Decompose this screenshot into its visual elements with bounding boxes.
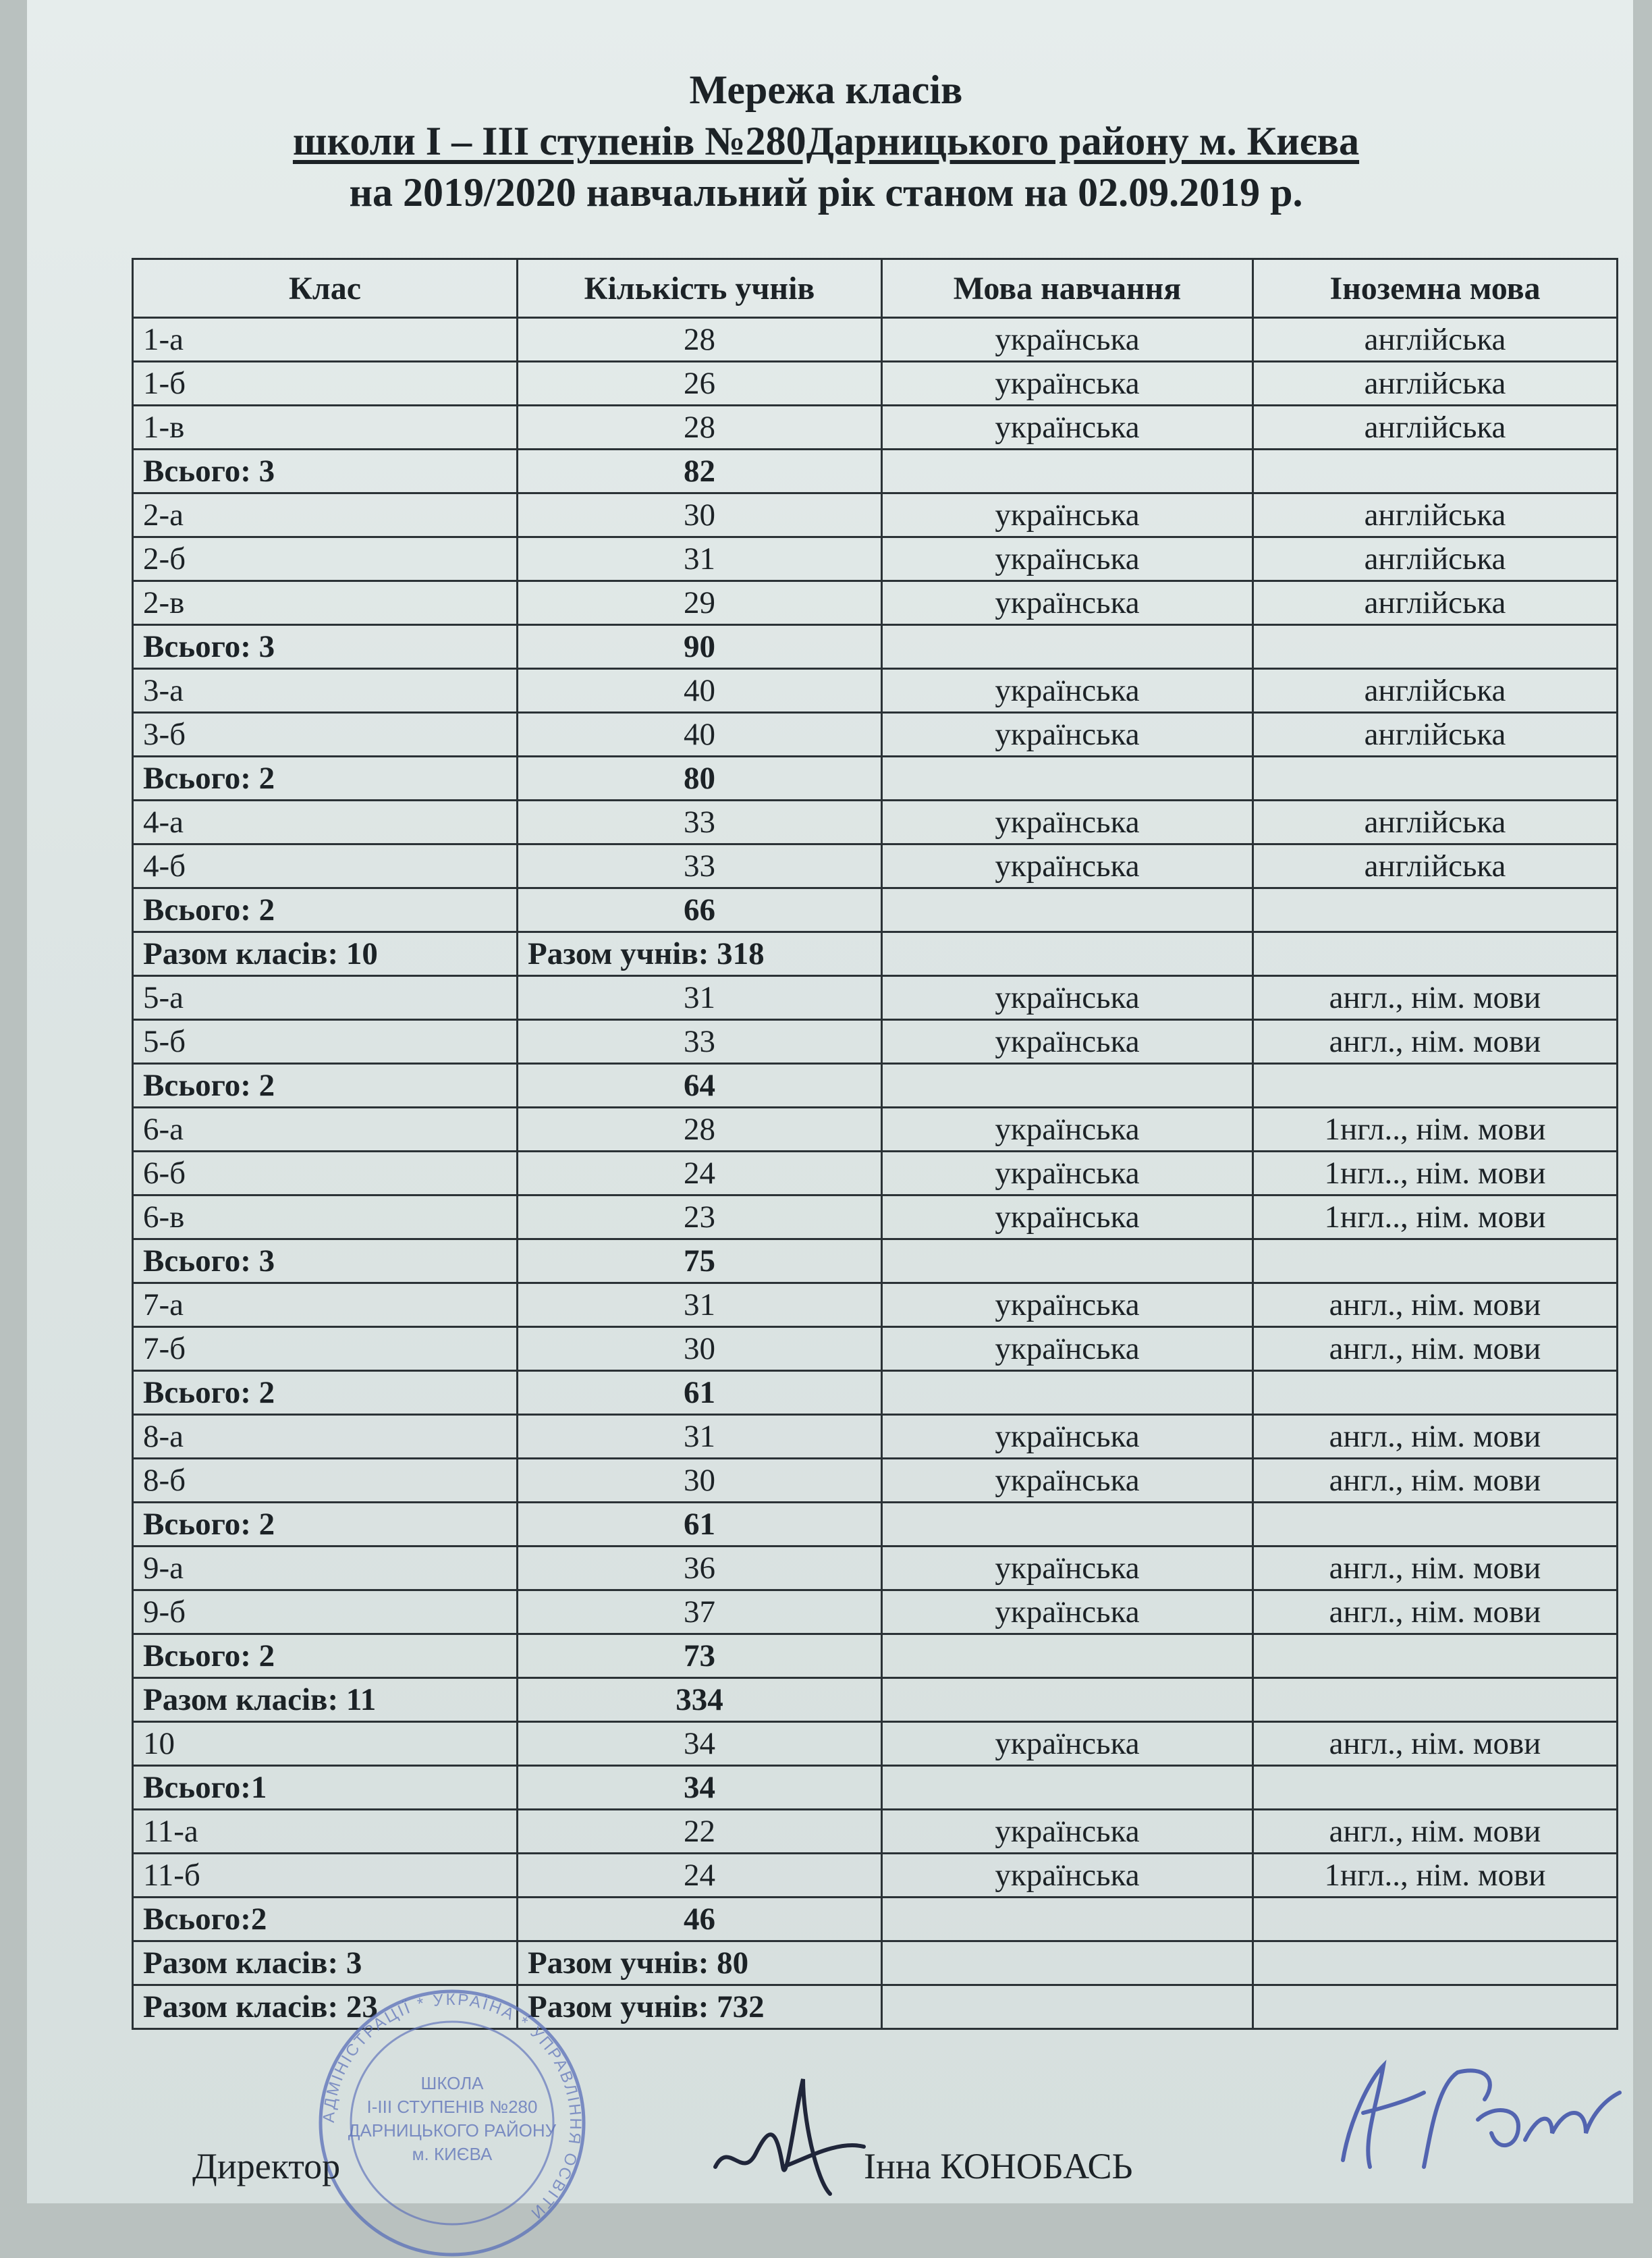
cell-class: 11-а (133, 1810, 518, 1854)
cell-count: 34 (518, 1722, 882, 1766)
cell-count: Разом учнів: 732 (518, 1985, 882, 2029)
cell-count: 22 (518, 1810, 882, 1854)
cell-foreign-language (1253, 932, 1618, 976)
table-total-row (133, 1678, 1618, 1722)
table-total-row (133, 1766, 1618, 1810)
cell-language (882, 625, 1253, 669)
cell-language: українська (882, 801, 1253, 844)
cell-class: Всього:1 (133, 1766, 518, 1810)
cell-class: Разом класів: 3 (133, 1941, 518, 1985)
table-body (133, 318, 1618, 2029)
cell-foreign-language: 1нгл.., нім. мови (1253, 1108, 1618, 1152)
cell-class: 1-б (133, 362, 518, 406)
cell-count: 30 (518, 1327, 882, 1371)
cell-count: 33 (518, 801, 882, 844)
cell-count: 29 (518, 581, 882, 625)
cell-language (882, 1503, 1253, 1547)
cell-count: 33 (518, 1020, 882, 1064)
table-row (133, 1590, 1618, 1634)
cell-count: 33 (518, 844, 882, 888)
cell-count: 73 (518, 1634, 882, 1678)
table-row (133, 537, 1618, 581)
cell-language (882, 1766, 1253, 1810)
cell-class: Разом класів: 23 (133, 1985, 518, 2029)
cell-class: Всього: 2 (133, 757, 518, 801)
cell-class: 8-б (133, 1459, 518, 1503)
cell-class: Всього: 2 (133, 1064, 518, 1108)
cell-language: українська (882, 1415, 1253, 1459)
cell-class: 2-б (133, 537, 518, 581)
cell-class: 2-в (133, 581, 518, 625)
cell-count: 64 (518, 1064, 882, 1108)
cell-count: 75 (518, 1239, 882, 1283)
cell-foreign-language (1253, 1766, 1618, 1810)
cell-count: 24 (518, 1854, 882, 1898)
cell-foreign-language: англійська (1253, 537, 1618, 581)
table-total-row (133, 1634, 1618, 1678)
cell-language: українська (882, 976, 1253, 1020)
cell-count: 28 (518, 406, 882, 450)
table-summary-row (133, 1941, 1618, 1985)
header-foreign-language: Іноземна мова (1253, 259, 1618, 318)
cell-count: 34 (518, 1766, 882, 1810)
cell-count: 26 (518, 362, 882, 406)
title-line-2: школи I – III ступенів №280Дарницького району м. Києва (292, 119, 1360, 163)
cell-language (882, 757, 1253, 801)
cell-foreign-language: англ., нім. мови (1253, 1590, 1618, 1634)
table-row (133, 1722, 1618, 1766)
cell-foreign-language: англ., нім. мови (1253, 1020, 1618, 1064)
cell-foreign-language: англ., нім. мови (1253, 1327, 1618, 1371)
cell-foreign-language: англійська (1253, 362, 1618, 406)
cell-language (882, 932, 1253, 976)
cell-class: 1-а (133, 318, 518, 362)
table-total-row (133, 1503, 1618, 1547)
table-row (133, 976, 1618, 1020)
cell-language (882, 1941, 1253, 1985)
cell-foreign-language: англ., нім. мови (1253, 1415, 1618, 1459)
cell-class: 5-а (133, 976, 518, 1020)
cell-foreign-language: англ., нім. мови (1253, 1283, 1618, 1327)
cell-class: 3-а (133, 669, 518, 713)
cell-language: українська (882, 713, 1253, 757)
stamp-line-1: ШКОЛА (420, 2073, 484, 2093)
cell-class: Всього: 2 (133, 888, 518, 932)
table-row (133, 493, 1618, 537)
cell-count: 37 (518, 1590, 882, 1634)
stamp-line-3: ДАРНИЦЬКОГО РАЙОНУ (348, 2120, 557, 2141)
cell-count: 31 (518, 537, 882, 581)
cell-foreign-language (1253, 1634, 1618, 1678)
table-row (133, 362, 1618, 406)
cell-foreign-language: 1нгл.., нім. мови (1253, 1854, 1618, 1898)
cell-count: Разом учнів: 80 (518, 1941, 882, 1985)
table-total-row (133, 1371, 1618, 1415)
cell-foreign-language (1253, 1941, 1618, 1985)
table-row (133, 581, 1618, 625)
table-total-row (133, 757, 1618, 801)
cell-class: 6-а (133, 1108, 518, 1152)
cell-foreign-language (1253, 450, 1618, 493)
title-line-1: Мережа класів (689, 68, 963, 112)
table-summary-row (133, 932, 1618, 976)
table-row (133, 844, 1618, 888)
cell-language: українська (882, 1854, 1253, 1898)
cell-class: 7-а (133, 1283, 518, 1327)
cell-class: 5-б (133, 1020, 518, 1064)
cell-foreign-language: англ., нім. мови (1253, 1810, 1618, 1854)
cell-foreign-language: англ., нім. мови (1253, 1722, 1618, 1766)
cell-language: українська (882, 844, 1253, 888)
cell-count: 31 (518, 976, 882, 1020)
cell-foreign-language (1253, 1064, 1618, 1108)
table-row (133, 1854, 1618, 1898)
header-class: Клас (133, 259, 518, 318)
cell-foreign-language: англійська (1253, 801, 1618, 844)
cell-language: українська (882, 1722, 1253, 1766)
cell-count: 40 (518, 713, 882, 757)
table-row (133, 801, 1618, 844)
second-signature-icon (1323, 2039, 1633, 2187)
cell-count: 28 (518, 1108, 882, 1152)
cell-class: 11-б (133, 1854, 518, 1898)
cell-foreign-language: англійська (1253, 844, 1618, 888)
cell-language: українська (882, 537, 1253, 581)
cell-foreign-language (1253, 1239, 1618, 1283)
table-total-row (133, 450, 1618, 493)
cell-language: українська (882, 1810, 1253, 1854)
table-row (133, 1283, 1618, 1327)
cell-language: українська (882, 493, 1253, 537)
cell-count: 334 (518, 1678, 882, 1722)
cell-language (882, 1678, 1253, 1722)
cell-class: 9-а (133, 1547, 518, 1590)
table-total-row (133, 1898, 1618, 1941)
cell-class: Разом класів: 10 (133, 932, 518, 976)
cell-count: 31 (518, 1283, 882, 1327)
cell-class: 7-б (133, 1327, 518, 1371)
cell-class: 6-в (133, 1195, 518, 1239)
cell-foreign-language (1253, 757, 1618, 801)
table-row (133, 1195, 1618, 1239)
cell-language (882, 888, 1253, 932)
table-header-row (133, 259, 1618, 318)
cell-foreign-language: англійська (1253, 406, 1618, 450)
cell-class: Всього: 3 (133, 450, 518, 493)
table-row (133, 1810, 1618, 1854)
class-network-table (132, 258, 1618, 2030)
cell-foreign-language: англійська (1253, 669, 1618, 713)
cell-class: 9-б (133, 1590, 518, 1634)
cell-language (882, 1064, 1253, 1108)
cell-language (882, 1239, 1253, 1283)
table-total-row (133, 1064, 1618, 1108)
cell-class: 4-а (133, 801, 518, 844)
cell-count: 30 (518, 493, 882, 537)
cell-foreign-language: англійська (1253, 493, 1618, 537)
cell-foreign-language (1253, 1371, 1618, 1415)
cell-class: Всього: 2 (133, 1371, 518, 1415)
cell-count: 61 (518, 1371, 882, 1415)
cell-count: 66 (518, 888, 882, 932)
table-row (133, 1327, 1618, 1371)
cell-count: 40 (518, 669, 882, 713)
table-total-row (133, 625, 1618, 669)
cell-count: 80 (518, 757, 882, 801)
cell-foreign-language: 1нгл.., нім. мови (1253, 1195, 1618, 1239)
director-signature-icon (702, 2066, 877, 2214)
cell-language: українська (882, 1283, 1253, 1327)
cell-language: українська (882, 1327, 1253, 1371)
cell-count: 36 (518, 1547, 882, 1590)
table-row (133, 1459, 1618, 1503)
document-title (0, 64, 1652, 218)
director-name: Інна КОНОБАСЬ (864, 2146, 1133, 2186)
cell-language: українська (882, 669, 1253, 713)
director-label: Директор (192, 2146, 341, 2186)
cell-language (882, 1898, 1253, 1941)
cell-count: 23 (518, 1195, 882, 1239)
cell-foreign-language (1253, 1678, 1618, 1722)
cell-count: 46 (518, 1898, 882, 1941)
cell-class: 2-а (133, 493, 518, 537)
cell-count: 28 (518, 318, 882, 362)
cell-foreign-language: англійська (1253, 581, 1618, 625)
table-row (133, 1415, 1618, 1459)
cell-class: 1-в (133, 406, 518, 450)
cell-foreign-language (1253, 1503, 1618, 1547)
cell-language (882, 1985, 1253, 2029)
cell-language: українська (882, 1152, 1253, 1195)
table-row (133, 713, 1618, 757)
cell-count: 82 (518, 450, 882, 493)
cell-class: Всього: 3 (133, 1239, 518, 1283)
cell-language: українська (882, 318, 1253, 362)
cell-count: 24 (518, 1152, 882, 1195)
table-total-row (133, 888, 1618, 932)
cell-language: українська (882, 362, 1253, 406)
table-row (133, 1547, 1618, 1590)
cell-language: українська (882, 1108, 1253, 1152)
cell-class: Всього: 2 (133, 1634, 518, 1678)
cell-class: 8-а (133, 1415, 518, 1459)
cell-class: Всього: 3 (133, 625, 518, 669)
cell-class: 6-б (133, 1152, 518, 1195)
cell-class: Всього: 2 (133, 1503, 518, 1547)
cell-language (882, 450, 1253, 493)
stamp-ring-text: АДМІНІСТРАЦІЇ * УКРАЇНА * УПРАВЛІННЯ ОСВІТИ (319, 1990, 585, 2224)
cell-class: Всього:2 (133, 1898, 518, 1941)
cell-class: 10 (133, 1722, 518, 1766)
cell-foreign-language (1253, 888, 1618, 932)
stamp-line-2: І-ІІІ СТУПЕНІВ №280 (366, 2097, 538, 2117)
cell-count: Разом учнів: 318 (518, 932, 882, 976)
cell-foreign-language: англ., нім. мови (1253, 1459, 1618, 1503)
cell-language: українська (882, 1195, 1253, 1239)
cell-class: Разом класів: 11 (133, 1678, 518, 1722)
cell-count: 90 (518, 625, 882, 669)
cell-foreign-language: англійська (1253, 318, 1618, 362)
cell-foreign-language: англійська (1253, 713, 1618, 757)
title-line-3: на 2019/2020 навчальний рік станом на 02.09.2019 р. (349, 170, 1303, 215)
stamp-line-4: м. КИЄВА (412, 2144, 493, 2164)
cell-language (882, 1634, 1253, 1678)
cell-foreign-language (1253, 1898, 1618, 1941)
cell-language: українська (882, 406, 1253, 450)
cell-foreign-language (1253, 1985, 1618, 2029)
cell-language: українська (882, 1020, 1253, 1064)
cell-language: українська (882, 1459, 1253, 1503)
cell-language: українська (882, 1590, 1253, 1634)
table-row (133, 1108, 1618, 1152)
cell-count: 61 (518, 1503, 882, 1547)
school-stamp-icon (297, 1988, 607, 2258)
cell-foreign-language: англ., нім. мови (1253, 976, 1618, 1020)
table-row (133, 669, 1618, 713)
cell-language (882, 1371, 1253, 1415)
header-language: Мова навчання (882, 259, 1253, 318)
cell-class: 4-б (133, 844, 518, 888)
cell-foreign-language (1253, 625, 1618, 669)
header-count: Кількість учнів (518, 259, 882, 318)
table-row (133, 1152, 1618, 1195)
cell-language: українська (882, 1547, 1253, 1590)
cell-foreign-language: 1нгл.., нім. мови (1253, 1152, 1618, 1195)
table-row (133, 406, 1618, 450)
table-total-row (133, 1239, 1618, 1283)
cell-count: 30 (518, 1459, 882, 1503)
table-row (133, 318, 1618, 362)
cell-foreign-language: англ., нім. мови (1253, 1547, 1618, 1590)
cell-class: 3-б (133, 713, 518, 757)
cell-count: 31 (518, 1415, 882, 1459)
cell-language: українська (882, 581, 1253, 625)
table-row (133, 1020, 1618, 1064)
